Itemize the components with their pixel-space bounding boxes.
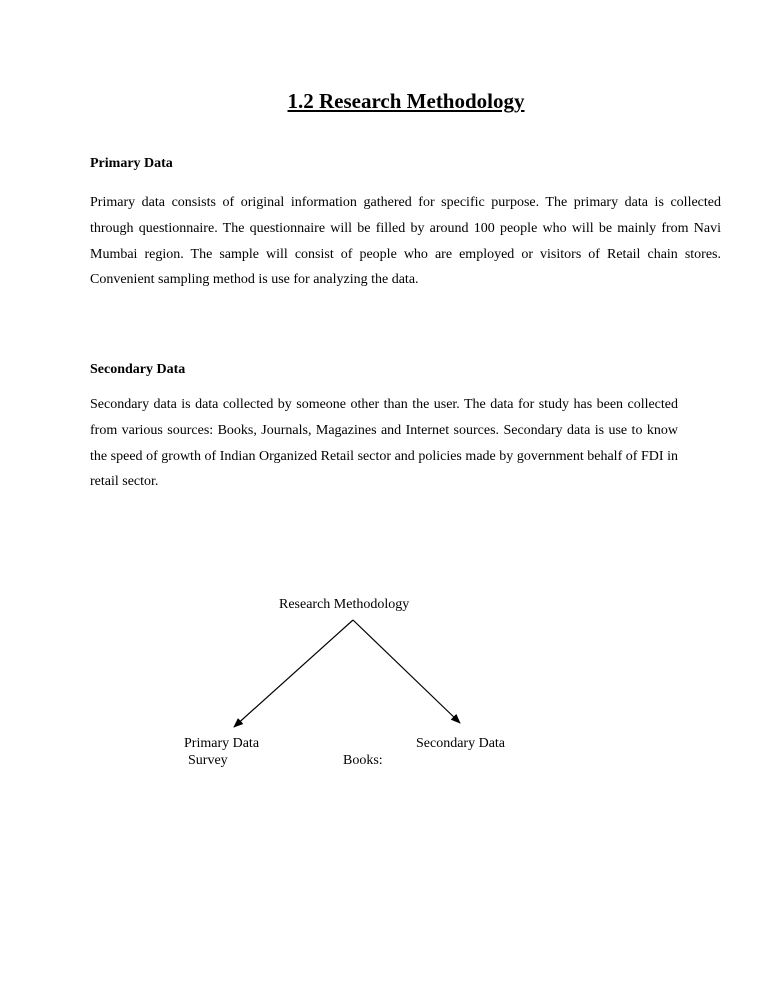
diagram-primary-label: Primary Data (184, 736, 260, 751)
diagram-survey-label: Survey (188, 753, 228, 768)
secondary-data-paragraph: Secondary data is data collected by someone other than the user. The data for study has been collected from various sources: Books, Journals, Magazines and Internet sources. Secondary data is use to know the speed of growth of Indian Organized Retail sector and policies made by government behalf of FDI in retail sector. (90, 397, 678, 490)
diagram-books-label: Books: (343, 753, 383, 768)
diagram-secondary-label: Secondary Data (416, 736, 506, 751)
arrow-to-primary (234, 620, 353, 727)
page-title: 1.2 Research Methodology (287, 89, 525, 113)
primary-data-heading: Primary Data (90, 156, 173, 171)
diagram-root-label: Research Methodology (279, 597, 410, 612)
primary-data-paragraph: Primary data consists of original information gathered for specific purpose. The primary data is collected through questionnaire. The questionnaire will be filled by around 100 people who will be mainly from Navi Mumbai region. The sample will consist of people who are employed or visitors of Retail chain stores. Convenient sampling method is use for analyzing the data. (90, 195, 721, 288)
arrow-to-secondary (353, 620, 460, 723)
secondary-data-heading: Secondary Data (90, 362, 186, 377)
